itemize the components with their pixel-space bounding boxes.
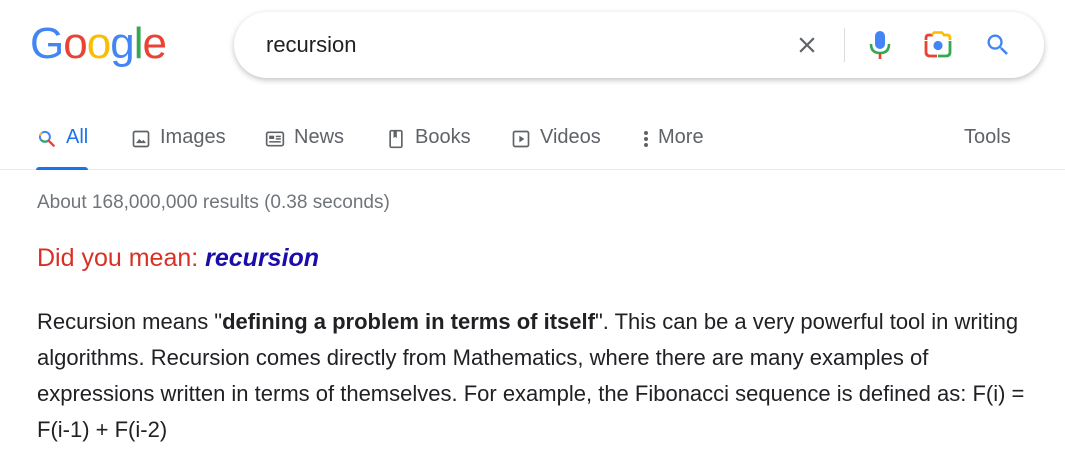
search-button[interactable] [983,30,1013,60]
voice-search-button[interactable] [865,30,895,60]
tab-all[interactable] [36,112,88,170]
search-tabs [0,112,1065,170]
snippet-text: ". This can be a very powerful tool in writing algorithms. Recursion comes directly from Mathematics, where there are many examples of expressions written in terms of themselves. For example, the Fibonacci sequence is defined as: F(i) = F(i-1) + F(i-2) [37,309,1025,442]
book-icon [385,128,407,150]
tab-label: All [66,126,89,148]
logo-letter: e [142,19,166,68]
search-box [234,12,1044,78]
play-icon [510,128,532,150]
tab-news[interactable] [264,112,344,170]
more-vert-icon [640,128,652,150]
spelling-suggestion-link[interactable]: recursion [205,244,320,272]
camera-icon [923,31,953,59]
tab-more[interactable] [640,112,704,170]
clear-button[interactable] [792,30,822,60]
spelling-prefix: Did you mean: [37,244,206,272]
logo-letter: g [110,19,134,68]
newspaper-icon [264,128,286,150]
tab-label: More [658,126,704,148]
logo-letter: G [30,19,64,68]
search-divider [844,28,845,62]
tools-button[interactable]: Tools [964,126,1011,148]
search-icon [984,31,1012,59]
logo-letter: o [63,19,87,68]
snippet-text: Recursion means " [37,309,223,334]
search-icon [36,128,58,150]
microphone-icon [869,30,891,60]
tab-videos[interactable] [510,112,601,170]
close-icon [794,32,820,58]
search-input[interactable]: recursion [266,32,357,57]
tab-label: Images [160,126,226,148]
tab-label: News [294,126,345,148]
tab-label: Books [415,126,471,148]
spelling-suggestion [37,244,319,273]
result-stats: About 168,000,000 results (0.38 seconds) [37,192,390,213]
tab-images[interactable] [130,112,226,170]
tab-books[interactable] [385,112,471,170]
logo-letter: l [133,19,143,68]
tab-label: Videos [540,126,601,148]
google-logo[interactable] [30,19,166,68]
image-search-button[interactable] [923,30,953,60]
logo-letter: o [86,19,111,68]
snippet-highlight: defining a problem in terms of itself [222,309,595,334]
result-snippet [37,304,1037,448]
image-icon [130,128,152,150]
